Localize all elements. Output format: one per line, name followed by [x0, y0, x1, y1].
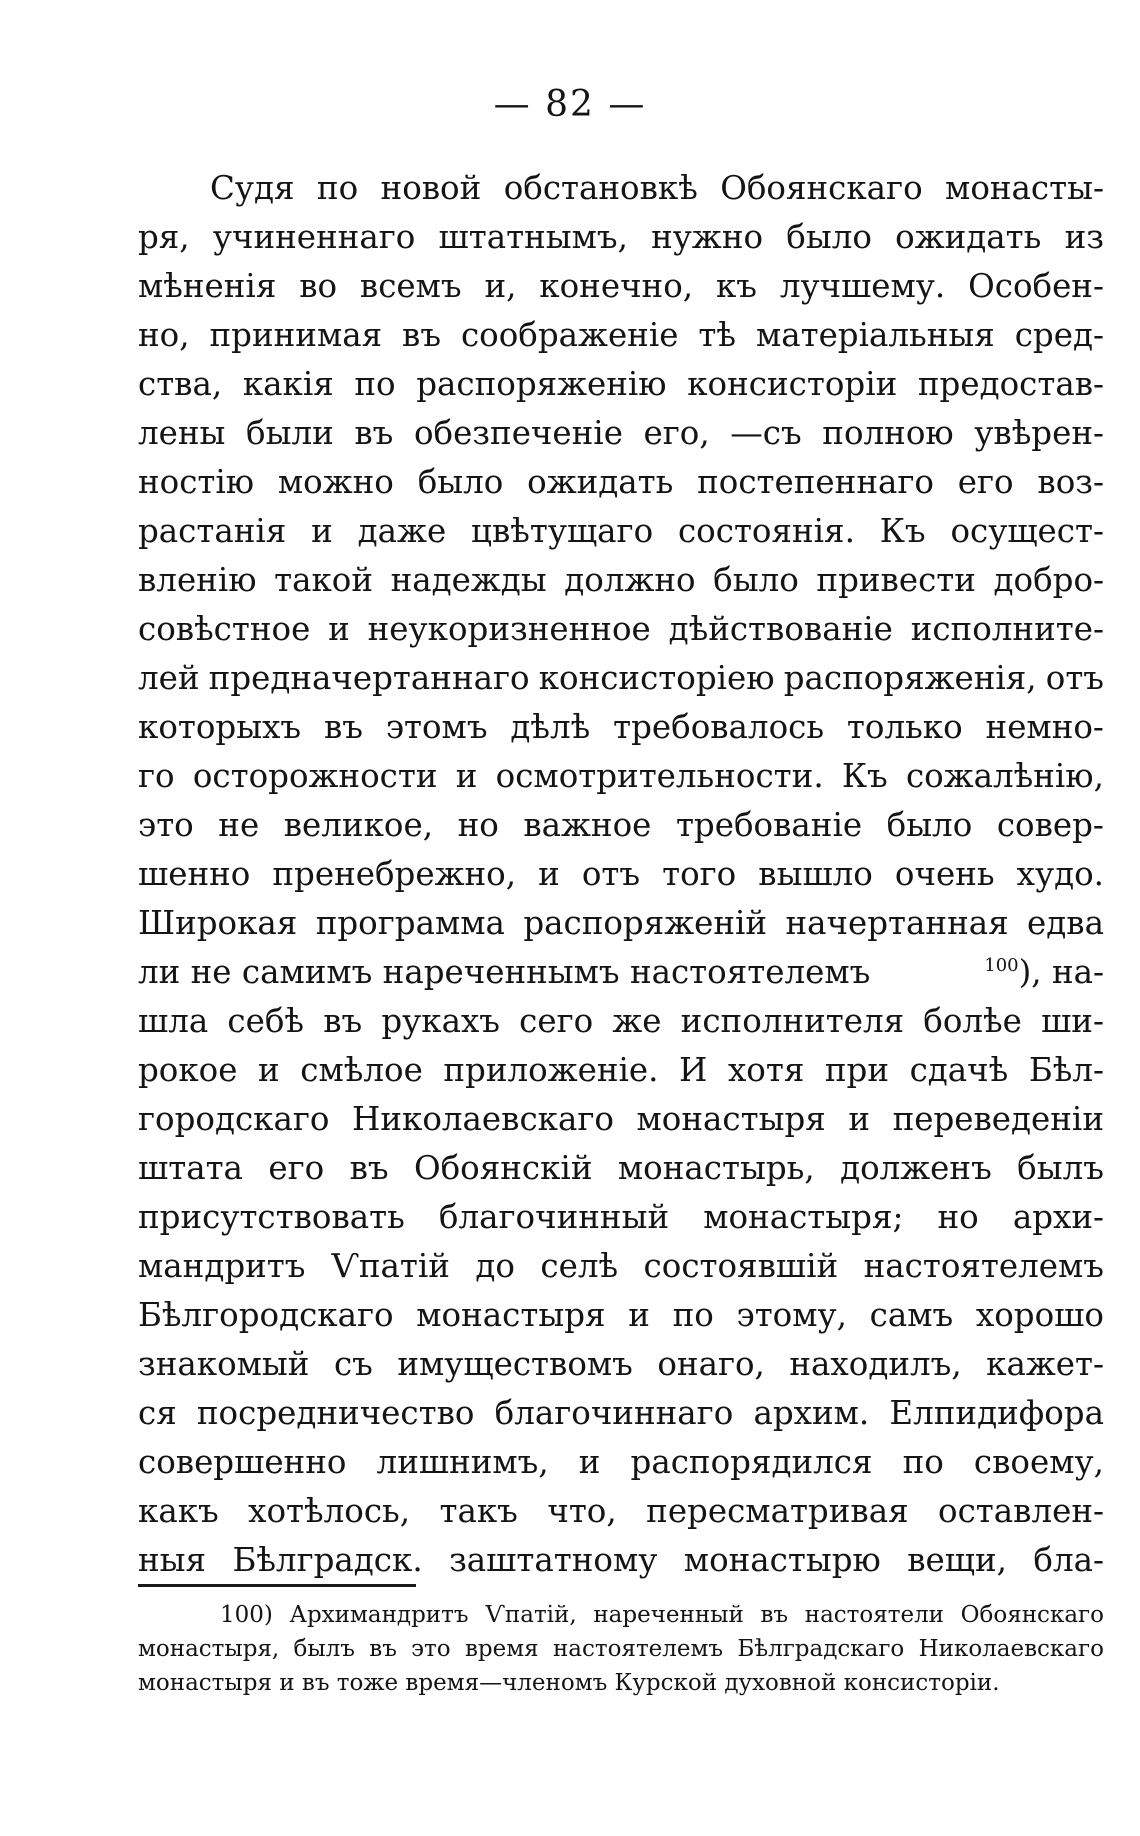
word: осмотрительности. — [495, 757, 824, 795]
word: И — [679, 1051, 708, 1089]
word: по — [902, 1443, 944, 1481]
text-line — [138, 1095, 1104, 1144]
word: увѣрен- — [974, 414, 1104, 452]
text-line — [138, 801, 1104, 850]
word: лены — [138, 414, 226, 452]
text-line — [138, 262, 1104, 311]
word: въ — [323, 1002, 363, 1040]
text-line — [138, 409, 1104, 458]
word: и — [455, 757, 478, 795]
word: переведеніи — [892, 1100, 1104, 1138]
word: всемъ — [359, 267, 462, 305]
footnote-line — [138, 1598, 1104, 1632]
word: пересматривая — [646, 1492, 909, 1530]
word: имуществомъ — [397, 1345, 633, 1383]
word: штатнымъ, — [438, 218, 628, 256]
word: хотѣлось, — [248, 1492, 411, 1530]
word: самъ — [869, 1296, 954, 1334]
word: ся — [138, 1394, 177, 1432]
word: худо. — [1016, 855, 1104, 893]
word: отъ — [581, 855, 641, 893]
word: состоянія. — [677, 512, 855, 550]
word: сред- — [1014, 316, 1104, 354]
text-line — [138, 1242, 1104, 1291]
word: было — [713, 561, 799, 599]
word: архи- — [1012, 1198, 1104, 1236]
main-text — [138, 164, 1104, 1585]
word: былъ — [1017, 1149, 1104, 1187]
text-line — [138, 1193, 1104, 1242]
word: во — [299, 267, 338, 305]
word: совѣстное — [138, 610, 311, 648]
footnote — [138, 1598, 1104, 1700]
text-line — [138, 1046, 1104, 1095]
word: но, — [138, 316, 190, 354]
word: въ — [349, 1149, 389, 1187]
word: великое, — [283, 806, 434, 844]
word: соображеніе — [460, 316, 679, 354]
text-line — [138, 213, 1104, 262]
word: вещи, — [907, 1541, 1007, 1579]
word: ностію — [138, 463, 255, 501]
word: но — [457, 806, 499, 844]
word: присутствовать — [138, 1198, 405, 1236]
footnote-line: монастыря и въ тоже время—членомъ Курской духовной консисторіи. — [138, 1670, 1000, 1696]
word: время — [464, 1636, 539, 1662]
word: по — [354, 365, 396, 403]
word: требованіе — [675, 806, 863, 844]
text-line — [138, 164, 1104, 213]
text-line — [138, 654, 1104, 703]
word: 100) — [220, 1602, 273, 1628]
word: постепеннаго — [697, 463, 934, 501]
text-line — [138, 997, 1104, 1046]
word: консисторіею — [538, 659, 775, 697]
word: обезпеченіе — [413, 414, 623, 452]
footnote-reference[interactable] — [984, 948, 1104, 997]
word: программа — [315, 904, 505, 942]
word: его, — [643, 414, 710, 452]
word: Архимандритъ — [289, 1602, 469, 1628]
word: ря, — [138, 218, 190, 256]
word: и — [848, 1100, 870, 1138]
word: сожалѣнію, — [905, 757, 1104, 795]
text-line — [138, 1389, 1104, 1438]
word: монастырь, — [617, 1149, 815, 1187]
word: посредничество — [196, 1394, 475, 1432]
word: предначертаннаго — [208, 659, 530, 697]
word: ши- — [1041, 1002, 1104, 1040]
text-line — [138, 1291, 1104, 1340]
word: и — [328, 610, 350, 648]
word: Судя — [210, 169, 295, 207]
word: Бѣлградск. — [232, 1541, 423, 1579]
word: монастыря; — [703, 1198, 904, 1236]
word: хорошо — [975, 1296, 1104, 1334]
word: было — [786, 218, 872, 256]
word: приложеніе. — [443, 1051, 659, 1089]
word: лишнимъ, — [376, 1443, 549, 1481]
word: и, — [484, 267, 517, 305]
word: привести — [816, 561, 976, 599]
word: его — [957, 463, 1014, 501]
word: ожидать — [527, 463, 674, 501]
word: какъ — [138, 1492, 219, 1530]
word: Бѣлградскаго — [737, 1636, 905, 1662]
word: совершенно — [138, 1443, 347, 1481]
word: ожидать — [895, 218, 1042, 256]
word: Къ — [841, 757, 888, 795]
word: Обоянскаго — [960, 1602, 1104, 1628]
word: того — [662, 855, 737, 893]
word: былъ — [293, 1636, 355, 1662]
text-line — [138, 899, 1104, 948]
word: и — [538, 855, 560, 893]
word: лучшему. — [779, 267, 946, 305]
word: же — [612, 1002, 662, 1040]
word: распоряженій — [523, 904, 768, 942]
word: Особен- — [968, 267, 1104, 305]
word: шла — [138, 1002, 209, 1040]
word: важное — [523, 806, 652, 844]
word: начертанная — [785, 904, 1009, 942]
word: цвѣтущаго — [471, 512, 654, 550]
word: конечно, — [539, 267, 694, 305]
word: должно — [564, 561, 696, 599]
word: знакомый — [138, 1345, 310, 1383]
text-line — [138, 703, 1104, 752]
word: селѣ — [540, 1247, 619, 1285]
word: сдачѣ — [909, 1051, 1009, 1089]
text-line — [138, 1536, 1104, 1585]
word: своему, — [973, 1443, 1104, 1481]
word: совер- — [996, 806, 1104, 844]
word: осущест- — [950, 512, 1104, 550]
word: настоятелемъ — [863, 1247, 1104, 1285]
word: вышло — [758, 855, 873, 893]
word: требовалось — [613, 708, 825, 746]
word: нужно — [651, 218, 764, 256]
footnote-divider — [138, 1584, 416, 1587]
word: это — [138, 806, 194, 844]
word: надежды — [390, 561, 547, 599]
word: исполнителя — [680, 1002, 905, 1040]
word: сего — [519, 1002, 594, 1040]
word: бла- — [1033, 1541, 1104, 1579]
word: настоятелемъ — [552, 1636, 724, 1662]
word: хотя — [727, 1051, 805, 1089]
word: такъ — [439, 1492, 518, 1530]
word: даже — [357, 512, 447, 550]
word: дѣйствованіе — [668, 610, 893, 648]
word: находилъ, — [789, 1345, 962, 1383]
word: едва — [1027, 904, 1104, 942]
word: что, — [547, 1492, 617, 1530]
word: тѣ — [698, 316, 736, 354]
word: Обоянскаго — [720, 169, 923, 207]
word: заштатному — [449, 1541, 658, 1579]
word: Обоянскій — [413, 1149, 593, 1187]
word: были — [246, 414, 334, 452]
text-line — [138, 1144, 1104, 1193]
word: было — [886, 806, 973, 844]
text-line — [138, 360, 1104, 409]
word: —съ — [730, 414, 802, 452]
word: предостав- — [917, 365, 1104, 403]
word: го — [138, 757, 175, 795]
word: этому, — [736, 1296, 847, 1334]
word: по — [316, 169, 359, 207]
word: монастырю — [683, 1541, 881, 1579]
word: состоявшій — [643, 1247, 839, 1285]
text-line — [138, 311, 1104, 360]
word: Николаевскаго — [918, 1636, 1104, 1662]
text-line — [138, 556, 1104, 605]
word: Къ — [879, 512, 926, 550]
word: благочиннаго — [494, 1394, 734, 1432]
word: этомъ — [385, 708, 488, 746]
word: въ — [369, 1636, 397, 1662]
word: исполните- — [910, 610, 1104, 648]
footnote-line — [138, 1632, 1104, 1666]
word: но — [937, 1198, 979, 1236]
word: пренебрежно, — [272, 855, 517, 893]
word: архим. — [753, 1394, 870, 1432]
word: и — [311, 512, 333, 550]
word: Елпидифора — [889, 1394, 1104, 1432]
word: монастыря, — [138, 1636, 280, 1662]
word: и — [578, 1443, 601, 1481]
word: не — [218, 806, 260, 844]
word: по — [672, 1296, 714, 1334]
word: лей — [138, 659, 200, 697]
word: неукоризненное — [367, 610, 651, 648]
word: распоряженію — [416, 365, 667, 403]
word: въ — [354, 414, 394, 452]
word: смѣлое — [300, 1051, 423, 1089]
word: шенно — [138, 855, 251, 893]
word: новой — [380, 169, 482, 207]
word: его — [268, 1149, 325, 1187]
word: городскаго — [138, 1100, 330, 1138]
word: полною — [822, 414, 954, 452]
word: можно — [277, 463, 394, 501]
word: ства, — [138, 365, 223, 403]
word: рокое — [138, 1051, 238, 1089]
word: съ — [333, 1345, 373, 1383]
word: только — [846, 708, 963, 746]
word: себѣ — [227, 1002, 305, 1040]
word: кажет- — [986, 1345, 1104, 1383]
word: нареченный — [593, 1602, 744, 1628]
word: консисторіи — [687, 365, 898, 403]
word: такой — [274, 561, 374, 599]
word: из — [1064, 218, 1104, 256]
word: Бѣлгородскаго — [138, 1296, 394, 1334]
word: дѣлѣ — [510, 708, 591, 746]
word: которыхъ — [138, 708, 302, 746]
word: настоятели — [804, 1602, 945, 1628]
word: ныя — [138, 1541, 207, 1579]
word: Широкая — [138, 904, 298, 942]
word: осторожности — [192, 757, 438, 795]
word: онаго, — [657, 1345, 765, 1383]
word: долженъ — [840, 1149, 992, 1187]
word: вленію — [138, 561, 257, 599]
word: болѣе — [923, 1002, 1022, 1040]
word: мандритъ — [138, 1247, 306, 1285]
word: въ — [323, 708, 363, 746]
word: къ — [715, 267, 757, 305]
footnote-ref-suffix: ), на- — [1018, 953, 1104, 991]
word: было — [417, 463, 504, 501]
word: немно- — [985, 708, 1104, 746]
word: распорядился — [630, 1443, 873, 1481]
word: въ — [760, 1602, 789, 1628]
word: и — [258, 1051, 280, 1089]
word: монастыря — [416, 1296, 606, 1334]
word: и — [628, 1296, 650, 1334]
word: монастыря — [636, 1100, 826, 1138]
text-line — [138, 752, 1104, 801]
word: какія — [242, 365, 334, 403]
word: учиненнаго — [212, 218, 416, 256]
word: это — [411, 1636, 451, 1662]
word: Бѣл- — [1028, 1051, 1104, 1089]
text-line — [138, 507, 1104, 556]
word: отъ — [1045, 659, 1104, 697]
word: принимая — [209, 316, 383, 354]
text-line — [138, 1340, 1104, 1389]
text-line — [138, 605, 1104, 654]
text-line — [138, 1438, 1104, 1487]
word: Ѵпатій — [330, 1247, 450, 1285]
text-segment: ли не самимъ нареченнымъ настоятелемъ — [138, 953, 871, 991]
footnote-ref-number: 100 — [984, 955, 1019, 977]
word: благочинный — [438, 1198, 670, 1236]
word: мѣненія — [138, 267, 277, 305]
text-line-with-footnote — [138, 948, 1104, 997]
word: въ — [402, 316, 442, 354]
word: очень — [894, 855, 995, 893]
word: воз- — [1037, 463, 1104, 501]
word: рукахъ — [381, 1002, 500, 1040]
word: Ѵпатій, — [485, 1602, 577, 1628]
word: монасты- — [945, 169, 1104, 207]
text-line — [138, 458, 1104, 507]
text-line — [138, 850, 1104, 899]
word: растанія — [138, 512, 287, 550]
page-number: — 82 — — [493, 84, 647, 125]
word: Николаевскаго — [352, 1100, 614, 1138]
word: штата — [138, 1149, 243, 1187]
word: оставлен- — [938, 1492, 1104, 1530]
word: обстановкѣ — [503, 169, 698, 207]
text-line — [138, 1487, 1104, 1536]
word: распоряженія, — [783, 659, 1037, 697]
word: до — [475, 1247, 515, 1285]
word: при — [824, 1051, 890, 1089]
word: добро- — [993, 561, 1104, 599]
word: матеріальныя — [755, 316, 995, 354]
